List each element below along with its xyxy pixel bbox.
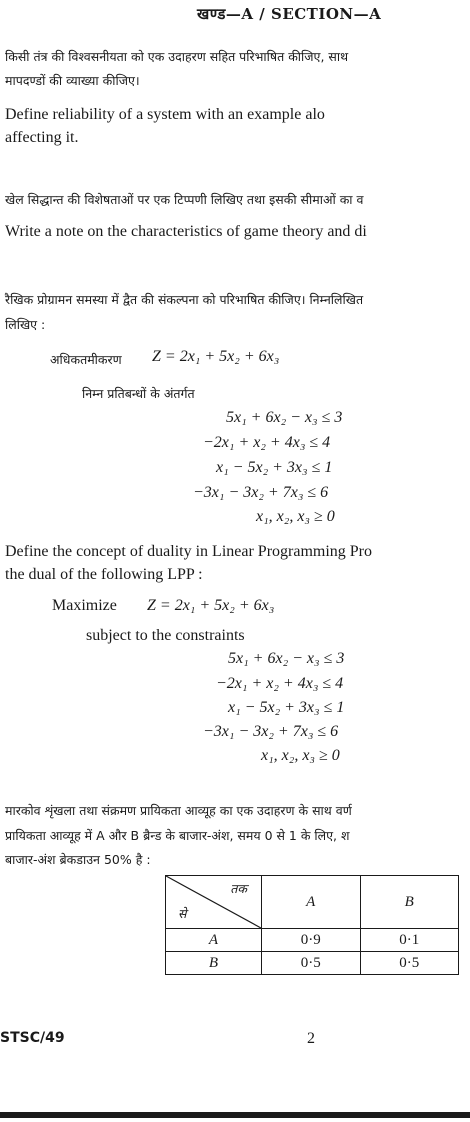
q3-english-constraint-1: 5x₁ + 6x₂ − x₃ ≤ 3 (228, 650, 345, 667)
table-row (166, 952, 459, 975)
page-number: 2 (307, 1030, 315, 1047)
q3-hindi-line-1: रैखिक प्रोग्रामन समस्या में द्वैत की संकल्पना को परिभाषित कीजिए। निम्नलिखित (5, 292, 364, 307)
table-corner-cell (166, 876, 262, 929)
row-label-b: B (166, 952, 262, 975)
q3-english-constraints-label: subject to the constraints (86, 627, 245, 644)
q3-hindi-constraints-label: निम्न प्रतिबन्धों के अंतर्गत (82, 386, 195, 401)
transition-probability-table (165, 875, 459, 975)
q3-english-objective-expr: Z = 2x₁ + 5x₂ + 6x₃ (147, 597, 275, 614)
q3-hindi-constraint-2: −2x₁ + x₂ + 4x₃ ≤ 4 (203, 434, 331, 451)
q3-english-line-2: the dual of the following LPP : (5, 566, 203, 583)
q2-english-line-1: Write a note on the characteristics of game theory and di (5, 223, 367, 240)
corner-to-label: तक (230, 881, 247, 896)
q1-hindi-line-2: मापदण्डों की व्याख्या कीजिए। (5, 73, 140, 88)
corner-from-label: से (178, 906, 187, 921)
q1-hindi-line-1: किसी तंत्र की विश्वसनीयता को एक उदाहरण सहित परिभाषित कीजिए, साथ (5, 49, 349, 64)
table-cell: 0·1 (360, 929, 459, 952)
bottom-rule (0, 1112, 470, 1118)
column-header-a: A (262, 876, 361, 929)
q3-english-constraint-4: −3x₁ − 3x₂ + 7x₃ ≤ 6 (203, 723, 339, 740)
q4-hindi-line-2: प्रायिकता आव्यूह में A और B ब्रैन्ड के बाजार-अंश, समय 0 से 1 के लिए, श (5, 828, 350, 843)
table-cell: 0·5 (262, 952, 361, 975)
q3-hindi-objective-label: अधिकतमीकरण (50, 352, 122, 367)
q3-english-objective-label: Maximize (52, 597, 117, 614)
q3-hindi-nonnegativity: x₁, x₂, x₃ ≥ 0 (256, 508, 335, 525)
row-label-a: A (166, 929, 262, 952)
q3-hindi-constraint-3: x₁ − 5x₂ + 3x₃ ≤ 1 (216, 459, 333, 476)
q1-english-line-2: affecting it. (5, 129, 79, 146)
q3-english-line-1: Define the concept of duality in Linear Programming Pro (5, 543, 373, 560)
q1-english-line-1: Define reliability of a system with an example alo (5, 106, 325, 123)
q2-hindi-line-1: खेल सिद्धान्त की विशेषताओं पर एक टिप्पणी लिखिए तथा इसकी सीमाओं का व (5, 192, 364, 207)
table-cell: 0·9 (262, 929, 361, 952)
table-header-row (166, 876, 459, 929)
column-header-b: B (360, 876, 459, 929)
section-header: खण्ड—A / SECTION—A (197, 5, 382, 23)
q3-english-constraint-2: −2x₁ + x₂ + 4x₃ ≤ 4 (216, 675, 344, 692)
q3-hindi-line-2: लिखिए : (5, 317, 46, 332)
q4-hindi-line-3: बाजार-अंश ब्रेकडाउन 50% है : (5, 852, 151, 867)
table-row (166, 929, 459, 952)
q3-hindi-constraint-4: −3x₁ − 3x₂ + 7x₃ ≤ 6 (193, 484, 329, 501)
paper-code: STSC/49 (0, 1030, 65, 1046)
q4-hindi-line-1: मारकोव शृंखला तथा संक्रमण प्रायिकता आव्यूह का एक उदाहरण के साथ वर्ण (5, 803, 352, 818)
table-cell: 0·5 (360, 952, 459, 975)
q3-english-constraint-3: x₁ − 5x₂ + 3x₃ ≤ 1 (228, 699, 345, 716)
q3-hindi-constraint-1: 5x₁ + 6x₂ − x₃ ≤ 3 (226, 409, 343, 426)
q3-english-nonnegativity: x₁, x₂, x₃ ≥ 0 (261, 747, 340, 764)
q3-hindi-objective-expr: Z = 2x₁ + 5x₂ + 6x₃ (152, 348, 280, 365)
